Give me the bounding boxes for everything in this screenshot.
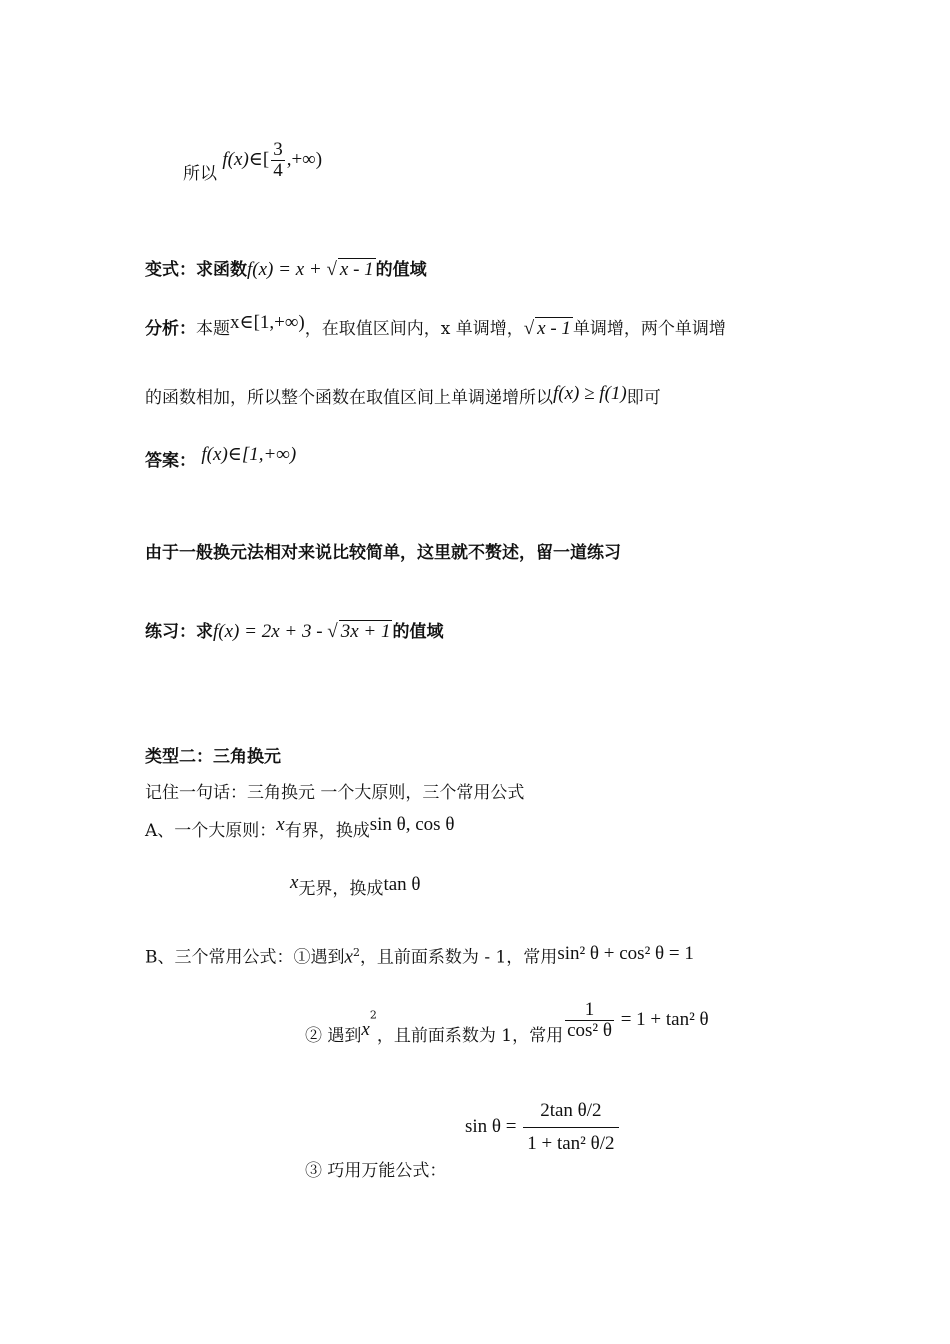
- math-lhs: sin θ =: [465, 1116, 522, 1137]
- section-title: 类型二：三角换元: [145, 747, 281, 767]
- math-tail: ,+∞): [286, 149, 323, 170]
- math-expr: f(x) = x +: [247, 259, 327, 280]
- line-2: [145, 258, 427, 281]
- radicand: x - 1: [339, 259, 374, 280]
- analysis-text-3: 单调增，两个单调增: [572, 319, 726, 339]
- math-domain: x∈[1,+∞): [230, 312, 305, 333]
- text-2: ，且前面系数为 - 1，常用: [359, 947, 558, 968]
- math-identity: = 1 + tan² θ: [615, 1009, 709, 1030]
- text-2: 有界，换成: [284, 821, 370, 841]
- text-1: A、一个大原则：: [145, 821, 277, 841]
- math-expr: f(x) = 2x + 3 -: [213, 621, 328, 642]
- math-fx: f(x): [222, 149, 249, 170]
- line-1: [183, 139, 323, 184]
- fraction: [271, 140, 285, 181]
- answer-label: 答案：: [145, 451, 196, 471]
- line-7: [145, 620, 443, 643]
- line-4: [145, 383, 661, 409]
- line-3: [145, 312, 726, 340]
- math-x: x: [361, 1019, 370, 1040]
- sqrt-sign: √: [327, 621, 338, 642]
- analysis-label: 分析：: [145, 319, 196, 339]
- denominator: 1 + tan² θ/2: [527, 1133, 615, 1154]
- text-1: B、三个常用公式：①遇到: [145, 947, 345, 968]
- numerator: 3: [273, 139, 283, 160]
- fraction: [523, 1095, 618, 1160]
- variant-end: 的值域: [375, 260, 427, 280]
- math-x: x: [276, 814, 285, 835]
- denominator: cos² θ: [567, 1020, 612, 1041]
- analysis-text-2: ，在取值区间内，x 单调增，: [304, 319, 524, 339]
- math-x: x: [344, 946, 353, 968]
- line-12: [145, 942, 694, 969]
- math-ineq: f(x) ≥ f(1): [553, 383, 627, 404]
- line-5: [145, 444, 297, 472]
- variant-label: 变式：求函数: [145, 260, 247, 280]
- numerator: 1: [565, 1000, 614, 1021]
- exercise-label: 练习：求: [145, 622, 213, 642]
- text-2: 无界，换成: [298, 879, 384, 899]
- math-exponent: 2: [352, 946, 360, 959]
- radicand: 3x + 1: [340, 621, 391, 642]
- sqrt-sign: √: [326, 259, 337, 280]
- sqrt-sign: √: [523, 318, 535, 339]
- line-6: 由于一般换元法相对来说比较简单，这里就不赘述，留一道练习: [145, 543, 621, 563]
- line-9: 记住一句话：三角换元 一个大原则，三个常用公式: [145, 783, 525, 803]
- line-10: [145, 814, 455, 842]
- text-2: 即可: [626, 388, 661, 408]
- math-identity: sin² θ + cos² θ = 1: [557, 942, 694, 964]
- denominator: 4: [273, 160, 283, 181]
- line-15: ③ 巧用万能公式：: [305, 1161, 447, 1181]
- line-13: [305, 999, 709, 1046]
- math-answer: f(x)∈[1,+∞): [201, 444, 297, 465]
- text-2: ，且前面系数为 1，常用: [376, 1026, 564, 1046]
- math-exponent: 2: [369, 1008, 377, 1022]
- numerator: 2tan θ/2: [523, 1095, 618, 1128]
- text-1: ② 遇到: [305, 1026, 362, 1046]
- fraction: [565, 1000, 614, 1041]
- line-14: [465, 1095, 621, 1160]
- line-11: [290, 872, 421, 900]
- radicand: x - 1: [537, 318, 571, 339]
- math-tan: tan θ: [383, 874, 421, 895]
- analysis-text-1: 本题: [196, 319, 230, 339]
- text-1: 的函数相加，所以整个函数在取值区间上单调递增所以: [145, 388, 553, 408]
- math-in: ∈[: [248, 149, 270, 170]
- math-x: x: [290, 872, 299, 893]
- math-sin-cos: sin θ, cos θ: [369, 814, 455, 835]
- exercise-end: 的值域: [392, 622, 444, 642]
- text-label: 所以: [183, 164, 217, 184]
